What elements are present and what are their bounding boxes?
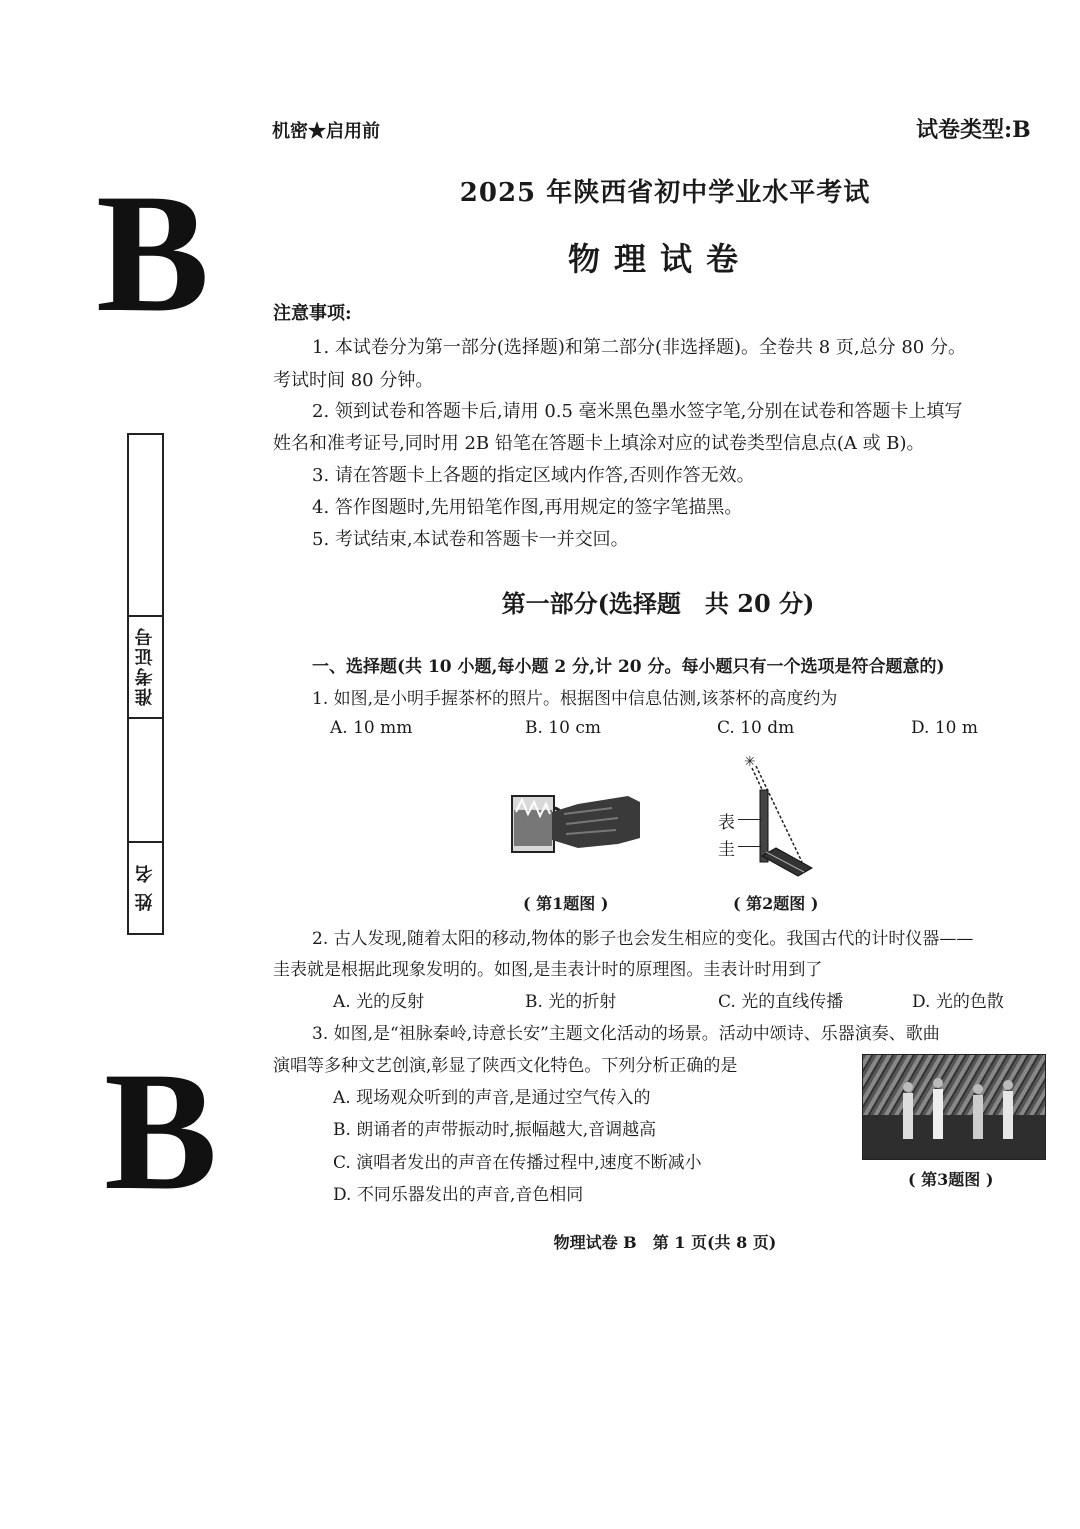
- note-item-1-cont: 考试时间 80 分钟。: [273, 370, 434, 391]
- question-2-stem: 2. 古人发现,随着太阳的移动,物体的影子也会发生相应的变化。我国古代的计时仪器——: [312, 929, 974, 949]
- question-2-option-c: C. 光的直线传播: [718, 992, 844, 1012]
- svg-text:✳: ✳: [744, 754, 756, 770]
- figure-2-caption: ( 第2题图 ): [733, 894, 819, 913]
- page-footer: 物理试卷 B 第 1 页(共 8 页): [553, 1233, 777, 1252]
- figure-3-event-photo: [862, 1054, 1046, 1160]
- note-item-3: 3. 请在答题卡上各题的指定区域内作答,否则作答无效。: [312, 465, 755, 486]
- question-3-option-b: B. 朗诵者的声带振动时,振幅越大,音调越高: [333, 1120, 657, 1140]
- paper-type: 试卷类型:B: [916, 117, 1031, 143]
- exam-title: 2025 年陕西省初中学业水平考试: [459, 178, 871, 208]
- figure-3-caption: ( 第3题图 ): [908, 1170, 994, 1189]
- confidential-mark: 机密★启用前: [272, 121, 380, 142]
- note-item-4: 4. 答作图题时,先用铅笔作图,再用规定的签字笔描黑。: [312, 497, 743, 518]
- figure-1-caption: ( 第1题图 ): [523, 894, 609, 913]
- side-divider: [127, 717, 164, 719]
- question-3-option-a: A. 现场观众听到的声音,是通过空气传入的: [333, 1088, 651, 1108]
- subject-title: 物理试卷: [567, 240, 752, 278]
- candidate-info-box: [127, 433, 164, 935]
- question-3-stem: 3. 如图,是“祖脉秦岭,诗意长安”主题文化活动的场景。活动中颂诗、乐器演奏、歌曲: [312, 1024, 940, 1044]
- section-heading: 一、选择题(共 10 小题,每小题 2 分,计 20 分。每小题只有一个选项是符合题意的): [312, 657, 945, 677]
- question-1-option-d: D. 10 m: [911, 718, 978, 738]
- notes-heading: 注意事项:: [273, 303, 352, 324]
- question-3-stem-cont: 演唱等多种文艺创演,彰显了陕西文化特色。下列分析正确的是: [273, 1056, 738, 1076]
- figure-2-gnomon-diagram: [740, 752, 820, 880]
- note-item-5: 5. 考试结束,本试卷和答题卡一并交回。: [312, 529, 629, 550]
- gnomon-label: 表: [718, 813, 735, 833]
- paper-type-letter-bottom: B: [104, 1037, 218, 1225]
- question-3-option-c: C. 演唱者发出的声音在传播过程中,速度不断减小: [333, 1153, 702, 1173]
- note-item-2: 2. 领到试卷和答题卡后,请用 0.5 毫米黑色墨水签字笔,分别在试卷和答题卡上填写: [312, 401, 963, 422]
- question-2-option-a: A. 光的反射: [333, 992, 425, 1012]
- part-one-title: 第一部分(选择题 共 20 分): [501, 589, 815, 618]
- question-2-option-d: D. 光的色散: [912, 992, 1004, 1012]
- question-1-option-c: C. 10 dm: [717, 718, 795, 738]
- question-2-option-b: B. 光的折射: [525, 992, 617, 1012]
- gui-leader-line: [738, 846, 762, 847]
- note-item-1: 1. 本试卷分为第一部分(选择题)和第二部分(非选择题)。全卷共 8 页,总分 80 分。: [312, 337, 966, 358]
- question-2-stem-cont: 圭表就是根据此现象发明的。如图,是圭表计时的原理图。圭表计时用到了: [273, 960, 823, 980]
- question-3-option-d: D. 不同乐器发出的声音,音色相同: [333, 1185, 584, 1205]
- question-1-option-a: A. 10 mm: [330, 718, 413, 738]
- figure-1-teacup-photo: [508, 790, 644, 858]
- gnomon-leader-line: [738, 819, 762, 820]
- gui-label: 圭: [718, 840, 735, 860]
- question-1-option-b: B. 10 cm: [525, 718, 601, 738]
- paper-type-letter-top: B: [96, 159, 210, 347]
- name-label: 姓 名: [134, 862, 156, 912]
- admission-number-label: 准考证号: [134, 626, 156, 706]
- note-item-2-cont: 姓名和准考证号,同时用 2B 铅笔在答题卡上填涂对应的试卷类型信息点(A 或 B)。: [273, 433, 925, 454]
- question-1-stem: 1. 如图,是小明手握茶杯的照片。根据图中信息估测,该茶杯的高度约为: [312, 689, 838, 709]
